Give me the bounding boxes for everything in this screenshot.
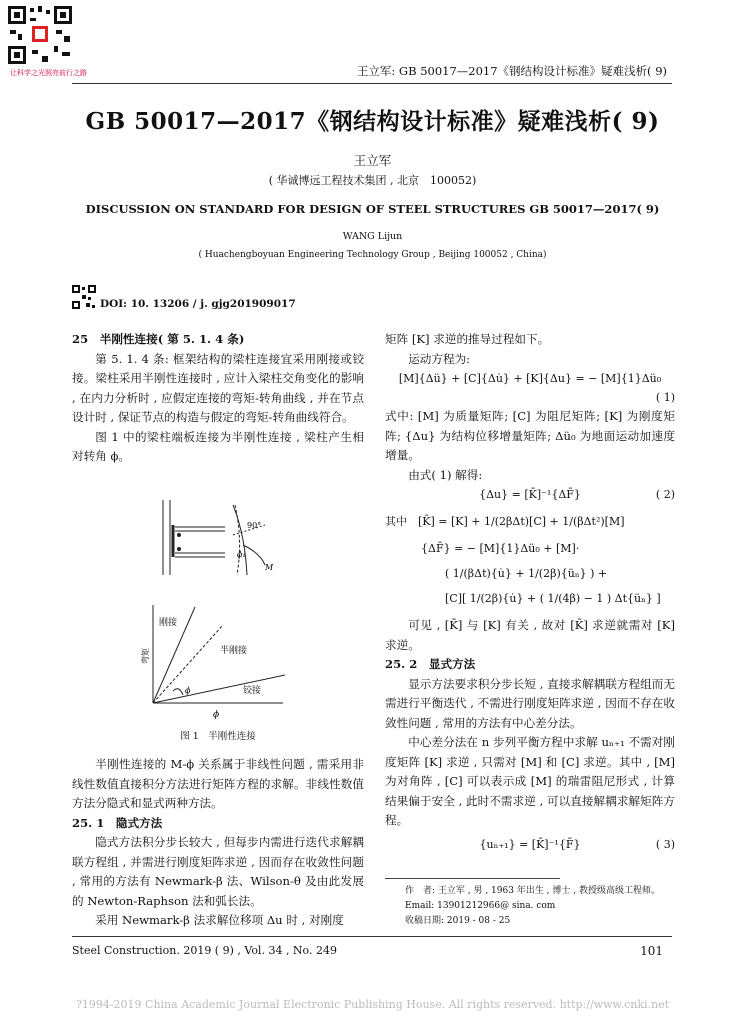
journal-qr-code (8, 6, 72, 64)
moment-axis-label: 弯矩 (141, 648, 150, 664)
paragraph: 图 1 中的梁柱端板连接为半刚性连接 , 梁柱产生相对转角 ϕ。 (72, 429, 364, 463)
copyright-line: ?1994-2019 China Academic Journal Electronic Publishing House. All rights reserved. http://www.cnki.net (75, 998, 670, 1011)
equation-3-body: {uₙ₊₁} = [K̄]⁻¹{F̄} (479, 837, 581, 851)
header-rule (72, 83, 672, 84)
english-title: DISCUSSION ON STANDARD FOR DESIGN OF STEEL STRUCTURES GB 50017—2017( 9) (85, 202, 660, 216)
equation-f-bar-3: [C][ 1/(2β){u̇} + ( 1/(4β) − 1 ) Δt{üₙ} ] (445, 592, 661, 605)
paragraph: 隐式方法积分步长较大 , 但每步内需进行迭代求解耦联方程组 , 并需进行刚度矩阵求逆 , 因而存在收敛性问题 , 常用的方法有 Newmark-β 法、Wilson-θ 及由此发展的 Newton-Raphson 法和弧长法。 (72, 835, 364, 908)
english-affiliation: ( Huachengboyuan Engineering Technology Group , Beijing 100052 , China) (198, 250, 547, 260)
footnote-rule (385, 878, 560, 879)
joint-sketch (163, 500, 265, 575)
equation-1 (385, 369, 675, 388)
equation-f-bar-2: ( 1/(βΔt){u̇} + 1/(2β){üₙ} ) + (445, 567, 608, 580)
paragraph: 矩阵 [K] 求逆的推导过程如下。 (385, 332, 550, 346)
equation-1-number-row (385, 388, 675, 407)
semi-rigid-label: 半刚接 (220, 646, 248, 656)
author-footnote (405, 884, 675, 929)
left-column (72, 330, 364, 467)
doi-qr-code (72, 285, 96, 309)
page-number: 101 (640, 944, 663, 958)
paragraph: 采用 Newmark-β 法求解位移项 Δu 时 , 对刚度 (95, 913, 344, 927)
qr-caption: 让科学之光照亮前行之路 (10, 69, 87, 77)
phi-angle-label: ϕ (185, 686, 191, 695)
equation-3-number: ( 3) (655, 837, 675, 851)
section-heading-252: 25. 2 显式方法 (385, 657, 476, 671)
figure-caption: 图 1 半刚性连接 (180, 731, 256, 742)
footer-rule (72, 936, 672, 937)
paragraph: 第 5. 1. 4 条: 框架结构的梁柱连接宜采用刚接或铰接。梁柱采用半刚性连接时 , 应计入梁柱交角变化的影响 , 在内力分析时 , 应假定连接的弯矩-转角曲线 , 并在节点设计时 , 保证节点的构造与假定的弯矩-转角曲线符合。 (72, 351, 364, 424)
footnote-email: Email: 13901212966@ sina. com (405, 901, 556, 911)
left-column-lower (72, 755, 364, 931)
angle-90-label: 90° (247, 521, 262, 530)
right-column (385, 330, 675, 854)
paragraph: 可见 , [K̄] 与 [K] 有关 , 故对 [K̄] 求逆就需对 [K] 求逆。 (385, 618, 675, 652)
equation-1-number: ( 1) (655, 391, 675, 404)
footnote-author: 作 者: 王立军 , 男 , 1963 年出生 , 博士 , 教授级高级工程师。 (405, 886, 660, 896)
equation-f-bar: {ΔF̄} = − [M]{1}Δü₀ + [M]· (421, 542, 580, 555)
running-head: 王立军: GB 50017—2017《钢结构设计标准》疑难浅析( 9) (356, 64, 667, 78)
paragraph: 半刚性连接的 M-ϕ 关系属于非线性问题 , 需采用非线性数值直接积分方法进行矩阵方程的求解。非线性数值方法分隐式和显式两种方法。 (72, 757, 364, 810)
paragraph: 运动方程为: (408, 351, 471, 366)
equation-2 (385, 485, 675, 504)
paragraph: 中心差分法在 n 步列平衡方程中求解 uₙ₊₁ 不需对刚度矩阵 [K] 求逆 , 只需对 [M] 和 [C] 求逆。其中 , [M] 为对角阵 , [C] 可以表示成 [M] 的瑞雷阻尼形式 , 计算结果偏于安全 , 此时不需求逆 , 可以直接解耦求解矩阵方程。 (385, 735, 675, 827)
m-label: M (265, 563, 274, 572)
section-heading-251: 25. 1 隐式方法 (72, 815, 163, 830)
phi-axis-label: ϕ (213, 710, 220, 720)
equation-2-number: ( 2) (655, 488, 675, 501)
equation-k-bar: 其中 [K̄] = [K] + 1/(2βΔt)[C] + 1/(βΔt²)[M] (385, 515, 625, 528)
figure-1 (115, 495, 310, 730)
equation-1-body: [M]{Δü} + [C]{Δu̇} + [K]{Δu} = − [M]{1}Δü₀ (398, 372, 662, 385)
paragraph: 由式( 1) 解得: (408, 467, 483, 482)
equation-3 (385, 835, 675, 854)
author-name: 王立军 (353, 153, 392, 168)
footnote-received: 收稿日期: 2019 - 08 - 25 (405, 916, 511, 926)
author-affiliation: ( 华诚博远工程技术集团 , 北京 100052) (268, 174, 477, 187)
section-heading-25: 25 半刚性连接( 第 5. 1. 4 条) (72, 332, 245, 346)
phi1-label: ϕ₁ (237, 550, 246, 559)
paragraph: 式中: [M] 为质量矩阵; [C] 为阻尼矩阵; [K] 为刚度矩阵; {Δu} 为结构位移增量矩阵; Δü₀ 为地面运动加速度增量。 (385, 409, 675, 462)
journal-footer: Steel Construction. 2019 ( 9) , Vol. 34 , No. 249 (72, 944, 337, 957)
paragraph: 显示方法要求积分步长短 , 直接求解耦联方程组而无需进行平衡迭代 , 不需进行刚度矩阵求逆 , 因而不存在收敛性问题 , 常用的方法有中心差分法。 (385, 676, 675, 730)
doi: DOI: 10. 13206 / j. gjg201909017 (100, 298, 296, 310)
english-author: WANG Lijun (342, 231, 403, 242)
article-title: GB 50017—2017《钢结构设计标准》疑难浅析( 9) (85, 108, 660, 135)
hinge-label: 铰接 (243, 686, 262, 696)
equation-2-body: {Δu} = [K̄]⁻¹{ΔF̄} (479, 488, 581, 501)
rigid-label: 刚接 (159, 618, 178, 628)
